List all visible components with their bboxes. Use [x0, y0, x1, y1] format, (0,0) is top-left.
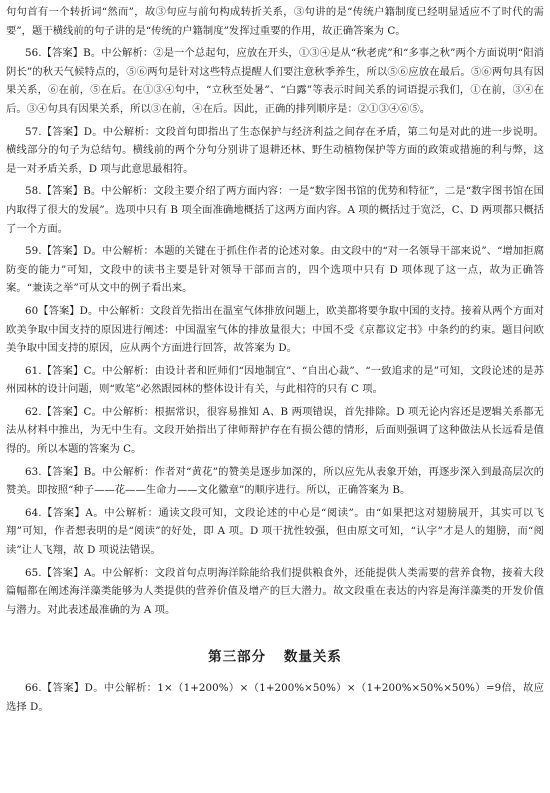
answer-paragraph-p65: 65.【答案】A。中公解析：文段首句点明海洋除能给我们提供粮食外，还能提供人类需要的营养食物，接着大段篇幅都在阐述海洋藻类能够为人类提供的营养价值及增产的巨大潜力。故文段重在表达的内容是海洋藻类的开发价值与潜力。对此表述最准确的为 A 项。: [6, 566, 544, 616]
answer-paragraph-p60: 60【答案】D。中公解析：文段首先指出在温室气体排放问题上，欧美都将要争取中国的支持。接着从两个方面对欧美争取中国支持的原因进行阐述：中国温室气体的排放量很大；中国不受《京都议定书》中条约的约束。题目问欧美争取中国支持的原因，应从两个方面进行回答，故答案为 D。: [6, 304, 544, 355]
answer-paragraph-p61: 61.【答案】C。中公解析：由设计者和匠师们“因地制宜”、“自出心裁”、“一致追求的是”可知，文段论述的是苏州园林的设计问题，则“败笔”必然跟园林的整体设计有关，与此相符的只有 C 项。: [6, 364, 544, 396]
section-name: 数量关系: [283, 649, 342, 666]
section-title: [6, 645, 544, 665]
answer-paragraph-p56: 56.【答案】B。中公解析：②是一个总起句，应放在开头，①③④是从“秋老虎”和“多事之秋”两个方面说明“阳消阴长”的秋天气候特点的，⑤⑥两句是针对这些特点提醒人们要注意秋季养生，所以⑤⑥应放在最后。⑤⑥两句具有因果关系，⑥在前，⑤在后。在①③④句中，“立秋至处暑”、“白露”等表示时间关系的词语提示我们，①在前，③④在后。③④句具有因果关系，所以③在前，④在后。因此，正确的排列顺序是：②①③④⑥⑤。: [6, 47, 544, 115]
answer-paragraph-p62: 62.【答案】C。中公解析：根据常识，很容易推知 A、B 两项错误，首先排除。D 项无论内容还是逻辑关系都无法从材料中推出，为无中生有。文段开始指出了律师辩护存在有损公德的情形，后面则强调了这种做法从长远看是值得的。所以本题的答案为 C。: [6, 405, 544, 456]
section-part: 第三部分: [208, 649, 267, 666]
answer-paragraph-p58: 58.【答案】B。中公解析：文段主要介绍了两方面内容：一是“数字图书馆的优势和特征”，二是“数字图书馆在国内取得了很大的发展”。选项中只有 B 项全面准确地概括了这两方面内容。A 项的概括过于宽泛，C、D 两项都只概括了一个方面。: [6, 185, 544, 235]
answer-paragraph-p57: 57.【答案】D。中公解析：文段首句即指出了生态保护与经济利益之间存在矛盾，第二句是对此的进一步说明。横线部分的句子为总结句。横线前的两个分句分别讲了退耕还林、野生动植物保护等方面的政策或措施的利与弊，这是一对矛盾关系，D 项与此意思最相符。: [6, 125, 544, 175]
answer-paragraph-p55-tail: 句句首有一个转折词“然而”，故③句应与前句构成转折关系，③句讲的是“传统户籍制度已经明显适应不了时代的需要”，题干横线前的句子讲的是“传统的户籍制度”发挥过重要的作用，故正确答案为 C。: [6, 6, 544, 37]
answer-explanations: [6, 3, 544, 619]
answer-paragraph-p59: 59.【答案】D。中公解析：本题的关键在于抓住作者的论述对象。由文段中的“对一名领导干部来说”、“增加拒腐防变的能力”可知，文段中的读书主要是针对领导干部而言的，四个选项中只有 D 项体现了这一点，故为正确答案。“兼读之举”可从文中的例子看出来。: [6, 245, 544, 295]
answer-paragraph-p64: 64.【答案】A。中公解析：通读文段可知，文段论述的中心是“阅读”。由“如果把这对翅膀展开，其实可以飞翔”可知，作者想表明的是“阅读”的好处，即 A 项。D 项干扰性较强，但由原文可知，“认字”才是人的翅膀，而“阅读”让人飞翔，故 D 项说法错误。: [6, 506, 544, 557]
answer-paragraph-66: 66.【答案】D。中公解析：1×（1+200%）×（1+200%×50%）×（1+200%×50%×50%）=9倍，故应选择 D。: [6, 682, 544, 713]
answer-paragraph-p63: 63.【答案】B。中公解析：作者对“黄花”的赞美是逐步加深的，所以应先从表象开始，再逐步深入到最高层次的赞美。即按照“种子——花——生命力——文化徽章”的顺序进行。所以，正确答案为 B。: [6, 465, 544, 497]
